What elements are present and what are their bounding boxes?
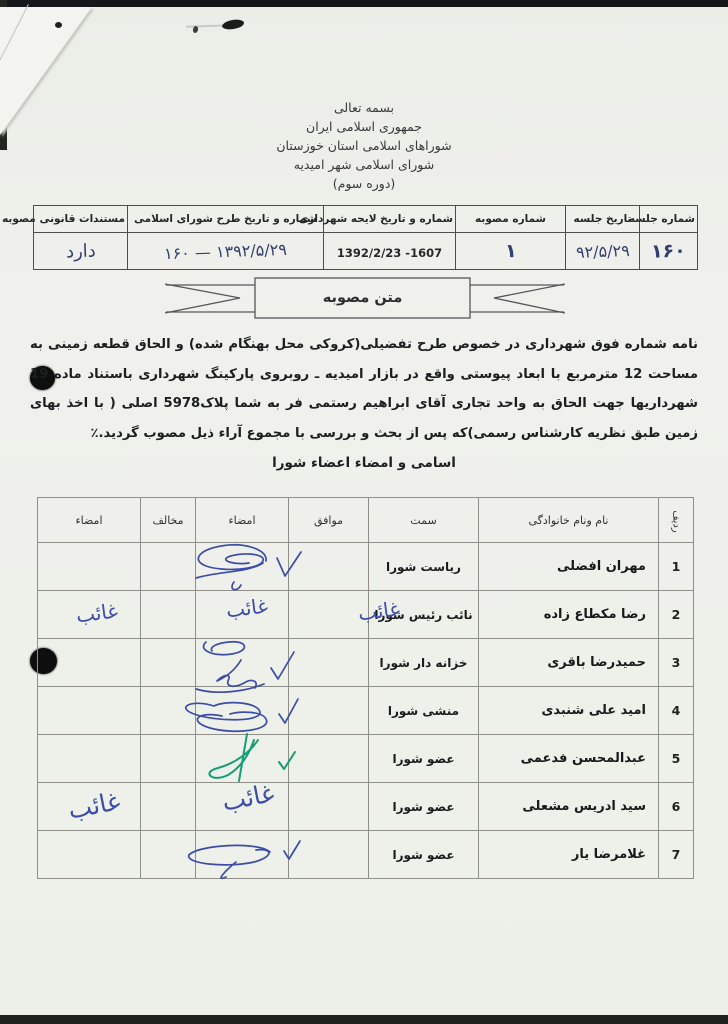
member-row-4: [38, 687, 694, 735]
member-agree-signature-cell: [196, 831, 289, 879]
member-agree-cell: [289, 591, 369, 639]
member-position: نائب رئیس شورا: [369, 591, 479, 639]
info-value-bill-no-date: 1392/2/23 -1607: [324, 233, 456, 270]
member-oppose-signature-cell: [38, 831, 141, 879]
member-agree-cell: [289, 783, 369, 831]
members-signature-table: [37, 497, 694, 879]
member-row-7: [38, 831, 694, 879]
banner-label: متن مصوبه: [322, 290, 403, 306]
letterhead-line-basmala: بسمه تعالی: [333, 100, 395, 115]
member-agree-cell: [289, 543, 369, 591]
member-position: عضو شورا: [369, 735, 479, 783]
member-no: 4: [659, 687, 694, 735]
scan-edge-top: [0, 0, 728, 7]
resolution-info-table: [2, 205, 698, 270]
scan-edge-bottom: [0, 1015, 728, 1024]
letterhead-line-councils: شوراهای اسلامی استان خوزستان: [276, 138, 452, 153]
absent-note-row2-signature: غائب: [224, 593, 270, 623]
member-oppose-cell: [141, 831, 196, 879]
member-no: 7: [659, 831, 694, 879]
member-oppose-cell: [141, 543, 196, 591]
absent-note-row2-oppose-signature: غائب: [74, 598, 120, 628]
member-agree-signature-cell: [196, 735, 289, 783]
info-value-session-no: ۱۶۰: [640, 233, 698, 270]
header-oppose: مخالف: [141, 498, 196, 543]
member-no: 3: [659, 639, 694, 687]
member-no: 1: [659, 543, 694, 591]
member-oppose-signature-cell: [38, 543, 141, 591]
absent-note-row6-oppose-signature: غائب: [65, 786, 123, 825]
header-agree-signature: امضاء: [196, 498, 289, 543]
member-oppose-cell: [141, 687, 196, 735]
letterhead-line-country: جمهوری اسلامی ایران: [306, 119, 422, 134]
info-header-row: [34, 206, 698, 233]
member-position: منشی شورا: [369, 687, 479, 735]
info-value-session-date: ۹۲/۵/۲۹: [566, 233, 640, 270]
member-oppose-cell: [141, 591, 196, 639]
absent-note-row2-agree: غائب: [356, 596, 402, 626]
resolution-text: نامه شماره فوق شهرداری در خصوص طرح تفضیلی(کروکی محل بهنگام شده) و الحاق قطعه زمینی به مساحت 12 مترمربع با ابعاد پیوستی واقع در بازار امیدیه ـ روبروی پارکینگ شهرداری باستناد ماده 19 شهرداریها جهت الحاق به واحد تجاری آقای ابراهیم رستمی فر به شما پلاک5978 اصلی ( با اخذ بهای زمین طبق نظریه کارشناس رسمی)که پس از بحث و بررسی با مجموع آراء ذیل مصوب گردید.٪: [30, 337, 698, 441]
info-header-session-no: شماره جلسه: [640, 206, 698, 233]
member-agree-signature-cell: [196, 543, 289, 591]
info-value-row: [34, 233, 698, 270]
absent-note-row6-signature: غائب: [219, 778, 277, 817]
member-row-3: [38, 639, 694, 687]
member-name: مهران افضلی: [479, 543, 659, 591]
member-no: 6: [659, 783, 694, 831]
info-header-bill-no-date: شماره و تاریخ لایحه شهرداری: [324, 206, 456, 233]
info-header-plan-no-date: شماره و تاریخ طرح شورای اسلامی: [128, 206, 324, 233]
member-name: امید علی شنبدی: [479, 687, 659, 735]
member-agree-signature-cell: [196, 687, 289, 735]
member-agree-cell: [289, 687, 369, 735]
member-oppose-cell: [141, 639, 196, 687]
member-agree-signature-cell: [196, 639, 289, 687]
member-position: ریاست شورا: [369, 543, 479, 591]
header-name: نام ونام خانوادگی: [479, 498, 659, 543]
member-name: عبدالمحسن فدعمی: [479, 735, 659, 783]
members-section-heading: اسامی و امضاء اعضاء شورا: [272, 455, 456, 471]
info-header-session-date: تاریخ جلسه: [566, 206, 640, 233]
member-row-1: [38, 543, 694, 591]
member-no: 5: [659, 735, 694, 783]
member-position: عضو شورا: [369, 831, 479, 879]
info-header-legal-docs: مستندات قانونی مصوبه: [34, 206, 128, 233]
resolution-banner: [152, 276, 578, 320]
member-oppose-cell: [141, 783, 196, 831]
member-agree-cell: [289, 639, 369, 687]
member-name: سید ادریس مشعلی: [479, 783, 659, 831]
member-name: رضا مکطاع زاده: [479, 591, 659, 639]
member-no: 2: [659, 591, 694, 639]
member-row-5: [38, 735, 694, 783]
info-value-plan-no-date: ۱۳۹۲/۵/۲۹ — ۱۶۰: [128, 233, 324, 270]
letterhead-line-city-council: شورای اسلامی شهر امیدیه: [293, 157, 435, 172]
header-agree: موافق: [289, 498, 369, 543]
document-letterhead: [0, 98, 728, 193]
member-name: حمیدرضا باقری: [479, 639, 659, 687]
member-oppose-signature-cell: [38, 687, 141, 735]
ink-speck: [55, 22, 62, 28]
banner-right-chevron: [494, 284, 565, 313]
member-agree-cell: [289, 831, 369, 879]
member-position: خزانه دار شورا: [369, 639, 479, 687]
member-name: غلامرضا یار: [479, 831, 659, 879]
header-row-no: ردیف: [659, 498, 694, 543]
member-agree-cell: [289, 735, 369, 783]
member-oppose-signature-cell: [38, 639, 141, 687]
info-value-legal-docs: دارد: [34, 233, 128, 270]
info-value-resolution-no: ۱: [456, 233, 566, 270]
info-header-resolution-no: شماره مصوبه: [456, 206, 566, 233]
member-oppose-signature-cell: [38, 735, 141, 783]
staple-shadow: [221, 19, 244, 31]
staple-dot: [192, 25, 199, 33]
member-position: عضو شورا: [369, 783, 479, 831]
member-row-6: [38, 783, 694, 831]
member-oppose-cell: [141, 735, 196, 783]
header-oppose-signature: امضاء: [38, 498, 141, 543]
letterhead-line-term: (دوره سوم): [332, 176, 396, 191]
banner-left-chevron: [165, 284, 240, 313]
header-position: سمت: [369, 498, 479, 543]
members-header-row: [38, 498, 694, 543]
